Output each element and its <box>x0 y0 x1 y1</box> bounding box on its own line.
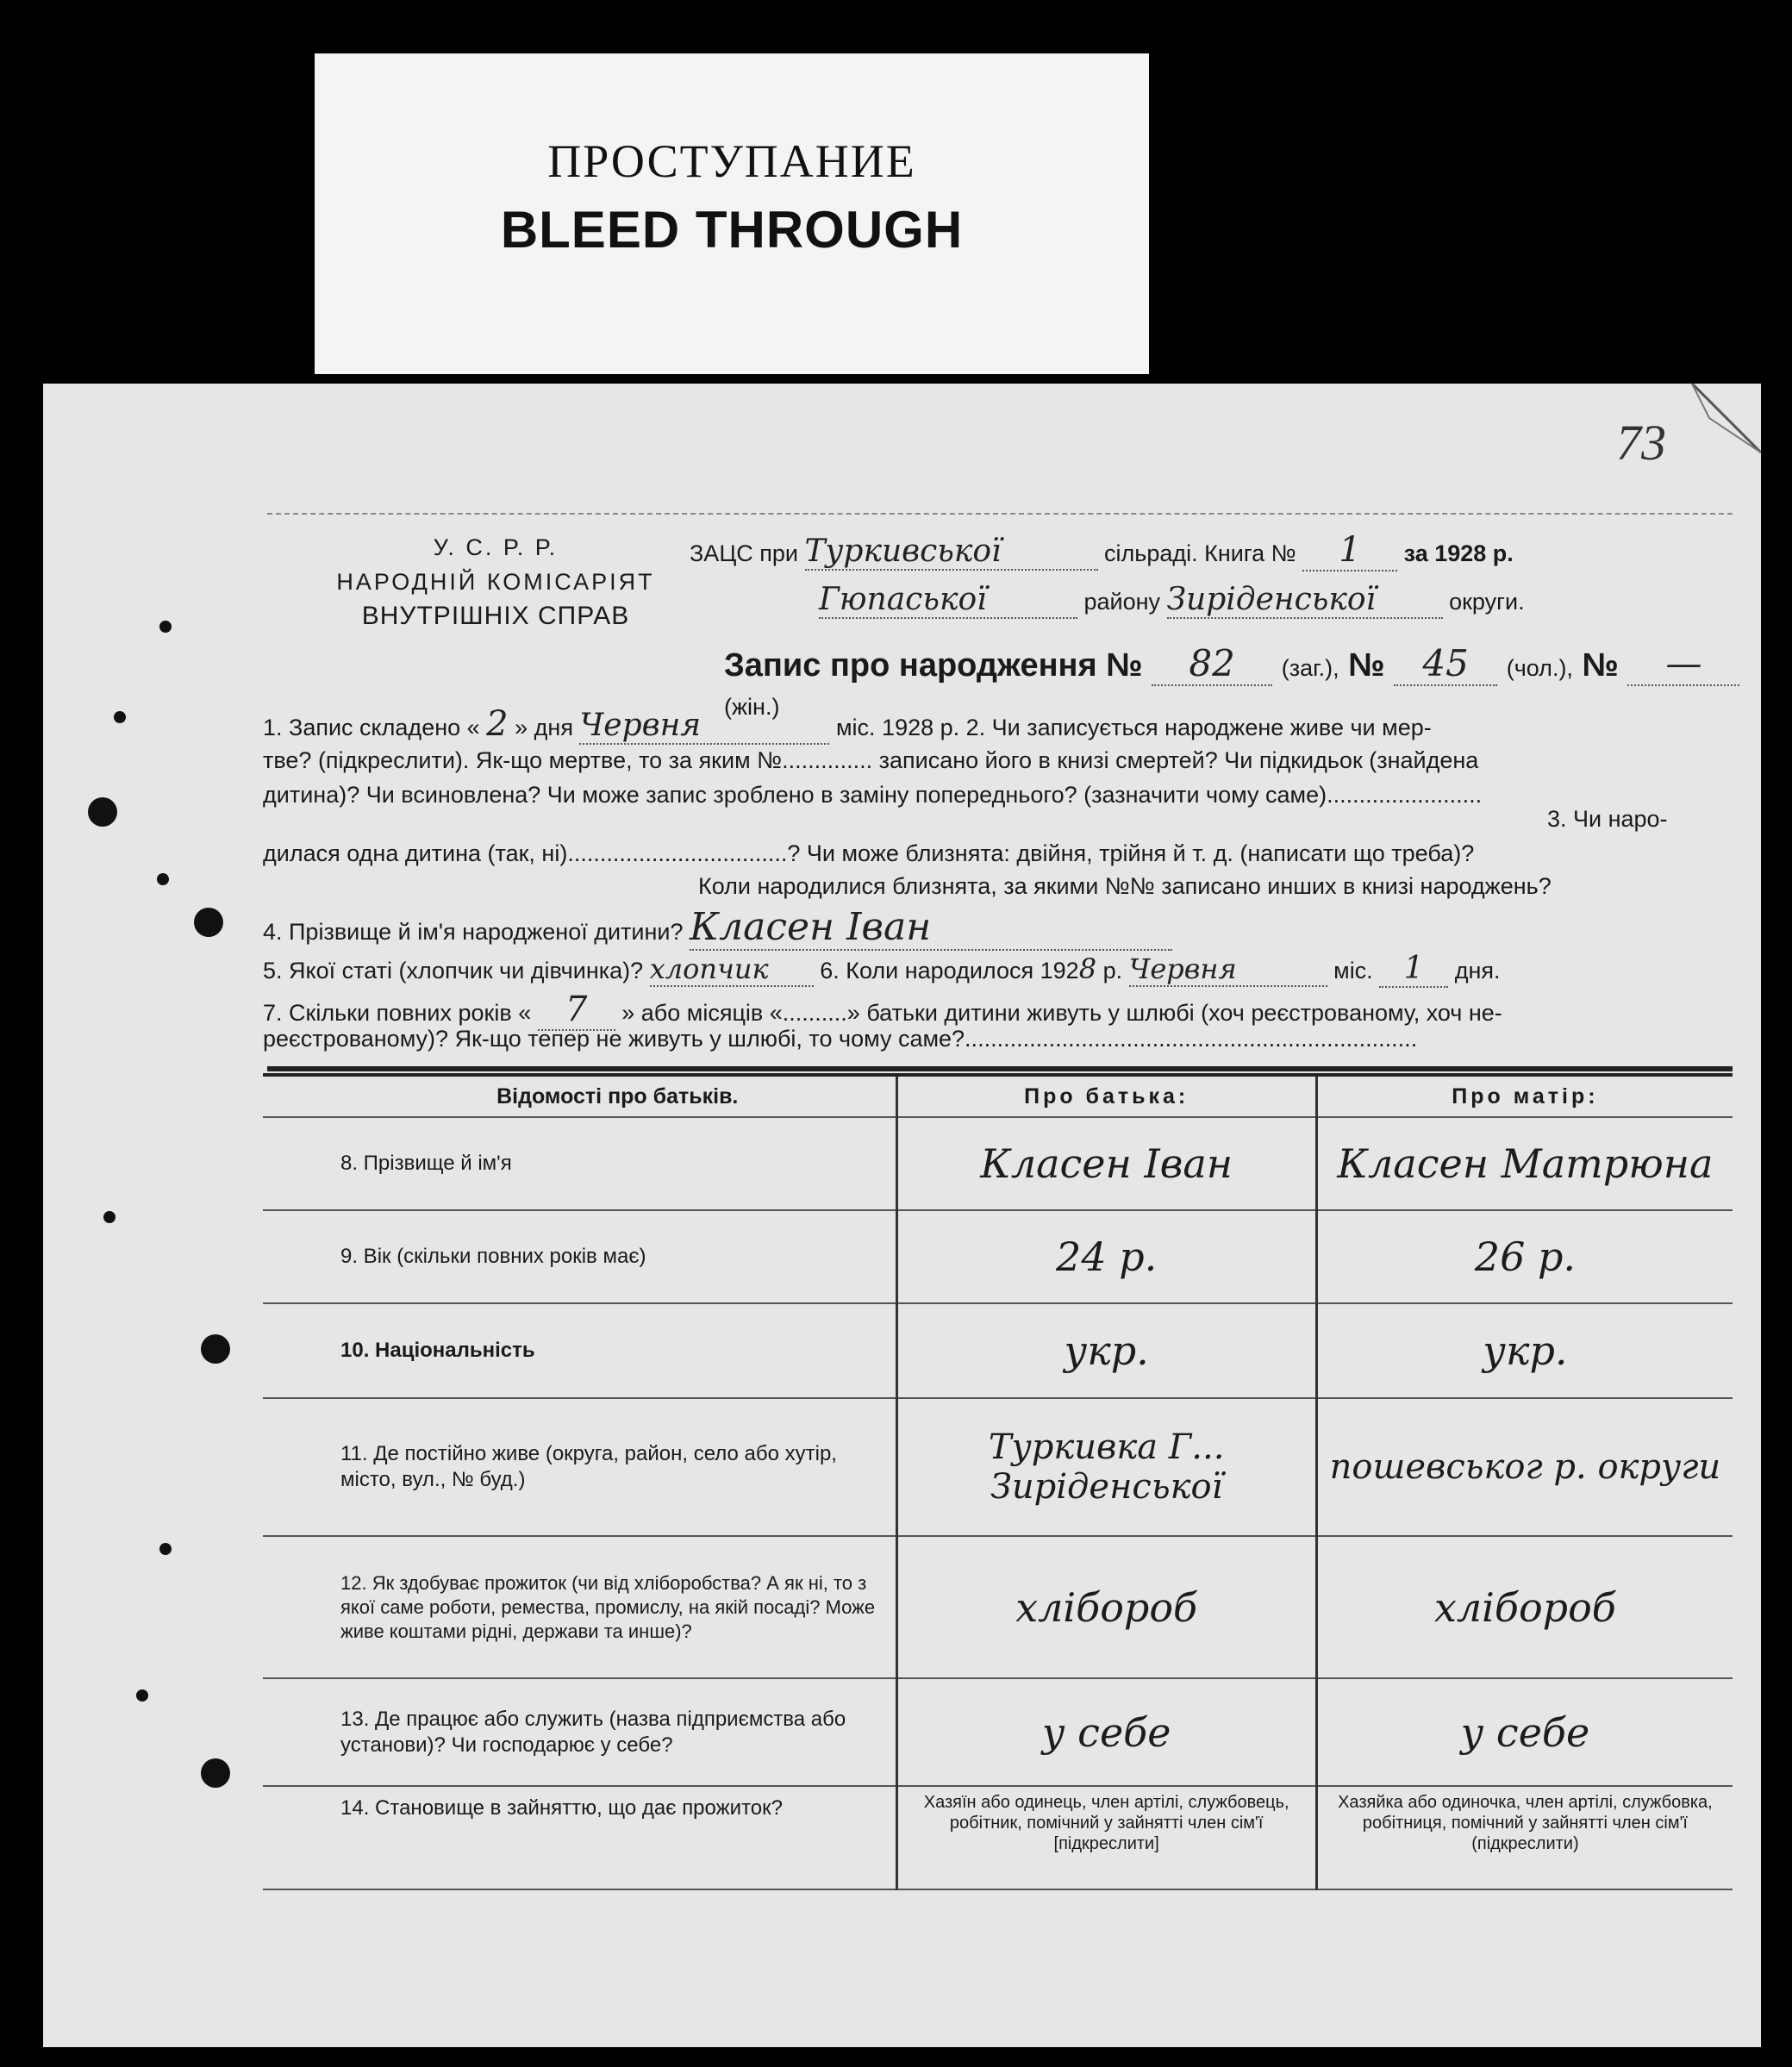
question-1 <box>263 704 1432 745</box>
birth-day-hw: 1 <box>1379 951 1448 988</box>
q5-text: 5. Якої статі (хлопчик чи дівчинка)? <box>263 958 644 984</box>
folio-number: 73 <box>1616 415 1666 471</box>
father-value: укр. <box>896 1303 1316 1398</box>
silradi-label: сільраді. Книга № <box>1104 540 1296 566</box>
label-english: BLEED THROUGH <box>500 200 964 259</box>
question-7 <box>263 990 1502 1031</box>
punch-hole <box>201 1334 230 1364</box>
zag-label: (заг.), <box>1281 655 1339 681</box>
registry-line <box>690 530 1514 571</box>
question-2-cont: дитина)? Чи всиновлена? Чи може запис зроблено в заміну попереднього? (зазначити чому саме)........................ <box>263 782 1483 808</box>
q6-year-suffix: р. <box>1102 958 1123 984</box>
male-number-hw: 45 <box>1394 642 1497 686</box>
parents-table <box>263 1073 1733 1890</box>
q1-text-a: 1. Запис складено « <box>263 715 480 740</box>
mother-value: 26 р. <box>1316 1210 1733 1303</box>
number-sign-female: № <box>1582 647 1619 684</box>
row-label: 8. Прізвище й ім'я <box>263 1117 896 1210</box>
q6-text: 6. Коли народилося 192 <box>820 958 1079 984</box>
punch-hole <box>114 711 126 723</box>
mother-occupation-status: Хазяйка або одиночка, член артілі, службовка, робітниця, помічний у зайнятті член сім'ї (підкреслити) <box>1316 1786 1733 1889</box>
birth-record-form <box>43 384 1761 2047</box>
village-council-hw: Туркивської <box>805 534 1098 571</box>
month-hw: Червня <box>579 708 829 745</box>
sex-hw: хлопчик <box>650 952 814 987</box>
table-header-father: Про батька: <box>896 1075 1316 1117</box>
q7-text-a: 7. Скільки повних років « <box>263 1000 532 1026</box>
table-row <box>263 1117 1733 1210</box>
father-value: Туркивка Г... Зиріденської <box>896 1398 1316 1536</box>
question-3-start: 3. Чи наро- <box>1547 806 1668 832</box>
chol-label: (чол.), <box>1506 655 1573 681</box>
table-row <box>263 1303 1733 1398</box>
mother-value: укр. <box>1316 1303 1733 1398</box>
q6-day-suffix: дня. <box>1454 958 1501 984</box>
label-russian: ПРОСТУПАНИЕ <box>547 134 916 187</box>
table-row <box>263 1678 1733 1786</box>
year-label: за 1928 р. <box>1403 540 1514 566</box>
mother-value: Класен Матрюна <box>1316 1117 1733 1210</box>
father-value: хлібороб <box>896 1536 1316 1678</box>
question-7-cont: реєстрованому)? Як-що тепер не живуть у шлюбі, то чому саме?...................................................................... <box>263 1026 1418 1052</box>
question-3-line: дилася одна дитина (так, ні)..................................? Чи може близнята: двійня, трійня й т. д. (написати що треба)? <box>263 840 1475 866</box>
row-label: 10. Національність <box>263 1303 896 1398</box>
table-header-mother: Про матір: <box>1316 1075 1733 1117</box>
table-header-info: Відомості про батьків. <box>263 1075 896 1117</box>
top-rule <box>267 513 1733 515</box>
number-sign-male: № <box>1348 647 1385 684</box>
father-value: у себе <box>896 1678 1316 1786</box>
zags-label: ЗАЦС при <box>690 540 799 566</box>
father-value: 24 р. <box>896 1210 1316 1303</box>
table-row <box>263 1398 1733 1536</box>
raion-hw: Гюпаської <box>819 582 1077 619</box>
issuing-authority <box>272 530 720 634</box>
mother-value: пошевськог р. округи <box>1316 1398 1733 1536</box>
raion-label: району <box>1083 589 1161 615</box>
punch-hole <box>88 797 117 827</box>
table-row <box>263 1786 1733 1889</box>
question-5-6 <box>263 951 1501 988</box>
q7-text-b: » або місяців «..........» батьки дитини живуть у шлюбі (хоч реєстрованому, хоч не- <box>621 1000 1502 1026</box>
question-4 <box>263 905 1172 951</box>
father-value: Класен Іван <box>896 1117 1316 1210</box>
punch-hole <box>157 873 169 885</box>
q1-text-c: міс. 1928 р. 2. Чи записується народжене живе чи мер- <box>835 715 1432 740</box>
punch-hole <box>159 1543 172 1555</box>
corner-fold <box>1658 384 1761 478</box>
okrug-hw: Зиріденської <box>1167 582 1443 619</box>
bleed-through-label <box>315 53 1149 374</box>
q4-text: 4. Прізвище й ім'я народженої дитини? <box>263 919 684 945</box>
title-text: Запис про народження № <box>724 647 1143 684</box>
punch-hole <box>194 908 223 937</box>
row-label: 13. Де працює або служить (назва підприємства або установи)? Чи господарює у себе? <box>263 1678 896 1786</box>
mother-value: хлібороб <box>1316 1536 1733 1678</box>
table-header-row <box>263 1075 1733 1117</box>
question-2-line: тве? (підкреслити). Як-що мертве, то за яким №.............. записано його в книзі смертей? Чи підкидьок (знайдена <box>263 747 1479 773</box>
punch-hole <box>136 1689 148 1702</box>
row-label: 9. Вік (скільки повних років має) <box>263 1210 896 1303</box>
years-married-hw: 7 <box>538 990 615 1031</box>
republic-line: У. С. Р. Р. <box>433 534 559 560</box>
mother-value: у себе <box>1316 1678 1733 1786</box>
internal-affairs-line: ВНУТРІШНІХ СПРАВ <box>361 602 630 630</box>
birth-year-hw: 8 <box>1078 952 1097 985</box>
commissariat-line: НАРОДНІЙ КОМІСАРІЯТ <box>336 569 655 595</box>
okrug-label: округи. <box>1449 589 1525 615</box>
punch-hole <box>159 621 172 633</box>
birth-month-hw: Червня <box>1129 952 1327 987</box>
female-number-hw: — <box>1627 642 1739 686</box>
punch-hole <box>103 1211 116 1223</box>
question-3-twins: Коли народилися близнята, за якими №№ записано инших в книзі народжень? <box>698 873 1552 899</box>
row-label: 11. Де постійно живе (округа, район, село або хутір, місто, вул., № буд.) <box>263 1398 896 1536</box>
row-label: 12. Як здобуває прожиток (чи від хліборобства? А як ні, то з якої саме роботи, ремества, промислу, на якій посаді? Може живе коштами рідні, держави та инше)? <box>263 1536 896 1678</box>
q6-month-suffix: міс. <box>1333 958 1373 984</box>
zhin-label: (жін.) <box>724 694 780 720</box>
record-number-hw: 82 <box>1152 642 1272 686</box>
table-row <box>263 1210 1733 1303</box>
day-hw: 2 <box>486 704 509 744</box>
district-line <box>819 582 1525 619</box>
father-occupation-status: Хазяїн або одинець, член артілі, службовець, робітник, помічний у зайнятті член сім'ї [підкреслити] <box>896 1786 1316 1889</box>
table-row <box>263 1536 1733 1678</box>
punch-hole <box>201 1758 230 1788</box>
q1-text-b: » дня <box>515 715 573 740</box>
book-number-hw: 1 <box>1302 530 1397 571</box>
section-divider <box>267 1066 1733 1071</box>
child-name-hw: Класен Іван <box>690 905 1172 951</box>
row-label: 14. Становище в зайняттю, що дає прожиток? <box>263 1786 896 1889</box>
